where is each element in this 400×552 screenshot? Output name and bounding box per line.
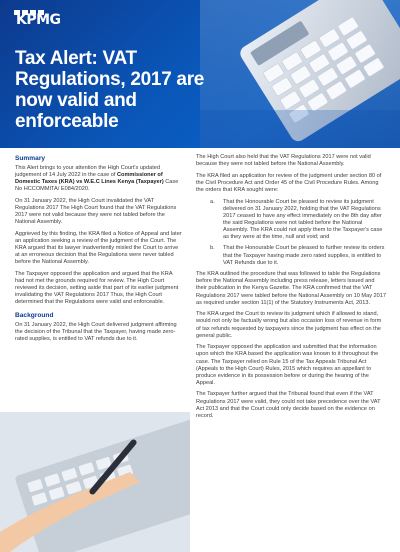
background-heading: Background (15, 311, 54, 319)
right-paragraph-4: The KRA urged the Court to review its judgment which if allowed to stand, would not only be factually wrong but also occasion loss of revenue in form of tax refunds requested by taxpayers since the judgment has effect on the general public. (196, 311, 382, 339)
pen-laptop-illustration (0, 412, 190, 552)
right-paragraph-2: The KRA filed an application for review of the judgment under section 80 of the Civil Procedure Act and Order 45 of the Civil Procedure Rules. Among the orders that KRA sought were: (196, 172, 382, 193)
summary-paragraph-3: Aggrieved by this finding, the KRA filed a Notice of Appeal and later an application seeking a review of the judgment of the Court. The KRA argued that its lawyer inadvertently misled the Court to arrive at an erroneous decision that the Regulations were never tabled before the National Assembly. (15, 230, 182, 266)
right-paragraph-6: The Taxpayer further argued that the Tribunal found that even if the VAT Regulations 2017 were valid, they could not take precedence over the VAT Act 2013 and that the Court could only decide based on the evidence on record. (196, 391, 381, 419)
right-paragraph-3: The KRA outlined the procedure that was followed to table the Regulations before the National Assembly including press release, letters issued and their publication in the Kenya Gazette. The KRA confirmed that the VAT Regulations 2017 were tabled before the National Assembly on 10 May 2017 as required under section 11(1) of the Statutory Instruments Act, 2013. (196, 271, 386, 306)
right-paragraph-5: The Taxpayer opposed the application and submitted that the information upon which the KRA based the application was known to it throughout the case. The Taxpayer relied on Rule 15 of the Tax Appeals Tribunal Act (Appeals to the High Court) Rules, 2015 which requires an appellant to produce evidence in its possession before or during the hearing of the Appeal. (196, 344, 379, 386)
summary-heading: Summary (15, 155, 46, 162)
list-item-text: That the Honourable Court be pleased to further review its orders that the Taxpayer having made zero rated supplies, is entitled to VAT Refunds due to it. (223, 245, 385, 266)
summary-paragraph-1 (15, 165, 183, 193)
right-column (196, 154, 386, 424)
list-item (210, 199, 386, 242)
list-marker: b. (210, 245, 215, 252)
background-paragraph-1: On 31 January 2022, the High Court delivered judgment affirming the decision of the Tribunal that the Taxpayer, having made zero-rated supplies, is entitled to VAT refunds due to it. (15, 321, 177, 342)
list-item-text: That the Honourable Court be pleased to review its judgment delivered on 31 January 2022, holding that the VAT Regulations 2017 ceased to have any effect immediately on the 8th day after the said Regulations were not tabled before the National Assembly. The KRA could not apply them to the Taxpayer's case as they were at the time, null and void; and (223, 198, 383, 241)
list-marker: a. (210, 198, 215, 205)
list-item (210, 245, 386, 266)
summary-paragraph-2: On 31 January 2022, the High Court invalidated the VAT Regulations 2017 The High Court found that the VAT Regulations 2017 were not valid because they were not tabled before the National Assembly. (15, 197, 177, 226)
summary-p1-text-b: Case No HCCOMMITA/ E084/2020. (15, 178, 179, 193)
page-title: Tax Alert: VAT Regulations, 2017 are now valid and enforceable (15, 48, 205, 132)
case-name: Commissioner of Domestic Taxes (KRA) vs W.E.C Lines Kenya (Taxpayer) (15, 171, 164, 185)
left-column (15, 154, 183, 348)
orders-list (210, 199, 386, 267)
logo-text: KPMG (16, 12, 61, 28)
summary-paragraph-4: The Taxpayer opposed the application and argued that the KRA had not met the grounds required for review. The High Court reviewed its decision, setting aside that part of its earlier judgment invalidating the VAT Regulations 2017 Thus, the High Court determined that the Regulations were valid and enforceable. (15, 270, 179, 306)
hero-banner (0, 0, 400, 148)
summary-p1-text-a: This Alert brings to your attention the High Court's updated judgement of 14 July 2022 in the case of (15, 164, 161, 178)
right-paragraph-1: The High Court also held that the VAT Regulations 2017 were not valid because they were not tabled before the National Assembly. (196, 154, 371, 168)
calculator-photo (200, 0, 400, 148)
pen-laptop-photo (0, 412, 190, 552)
